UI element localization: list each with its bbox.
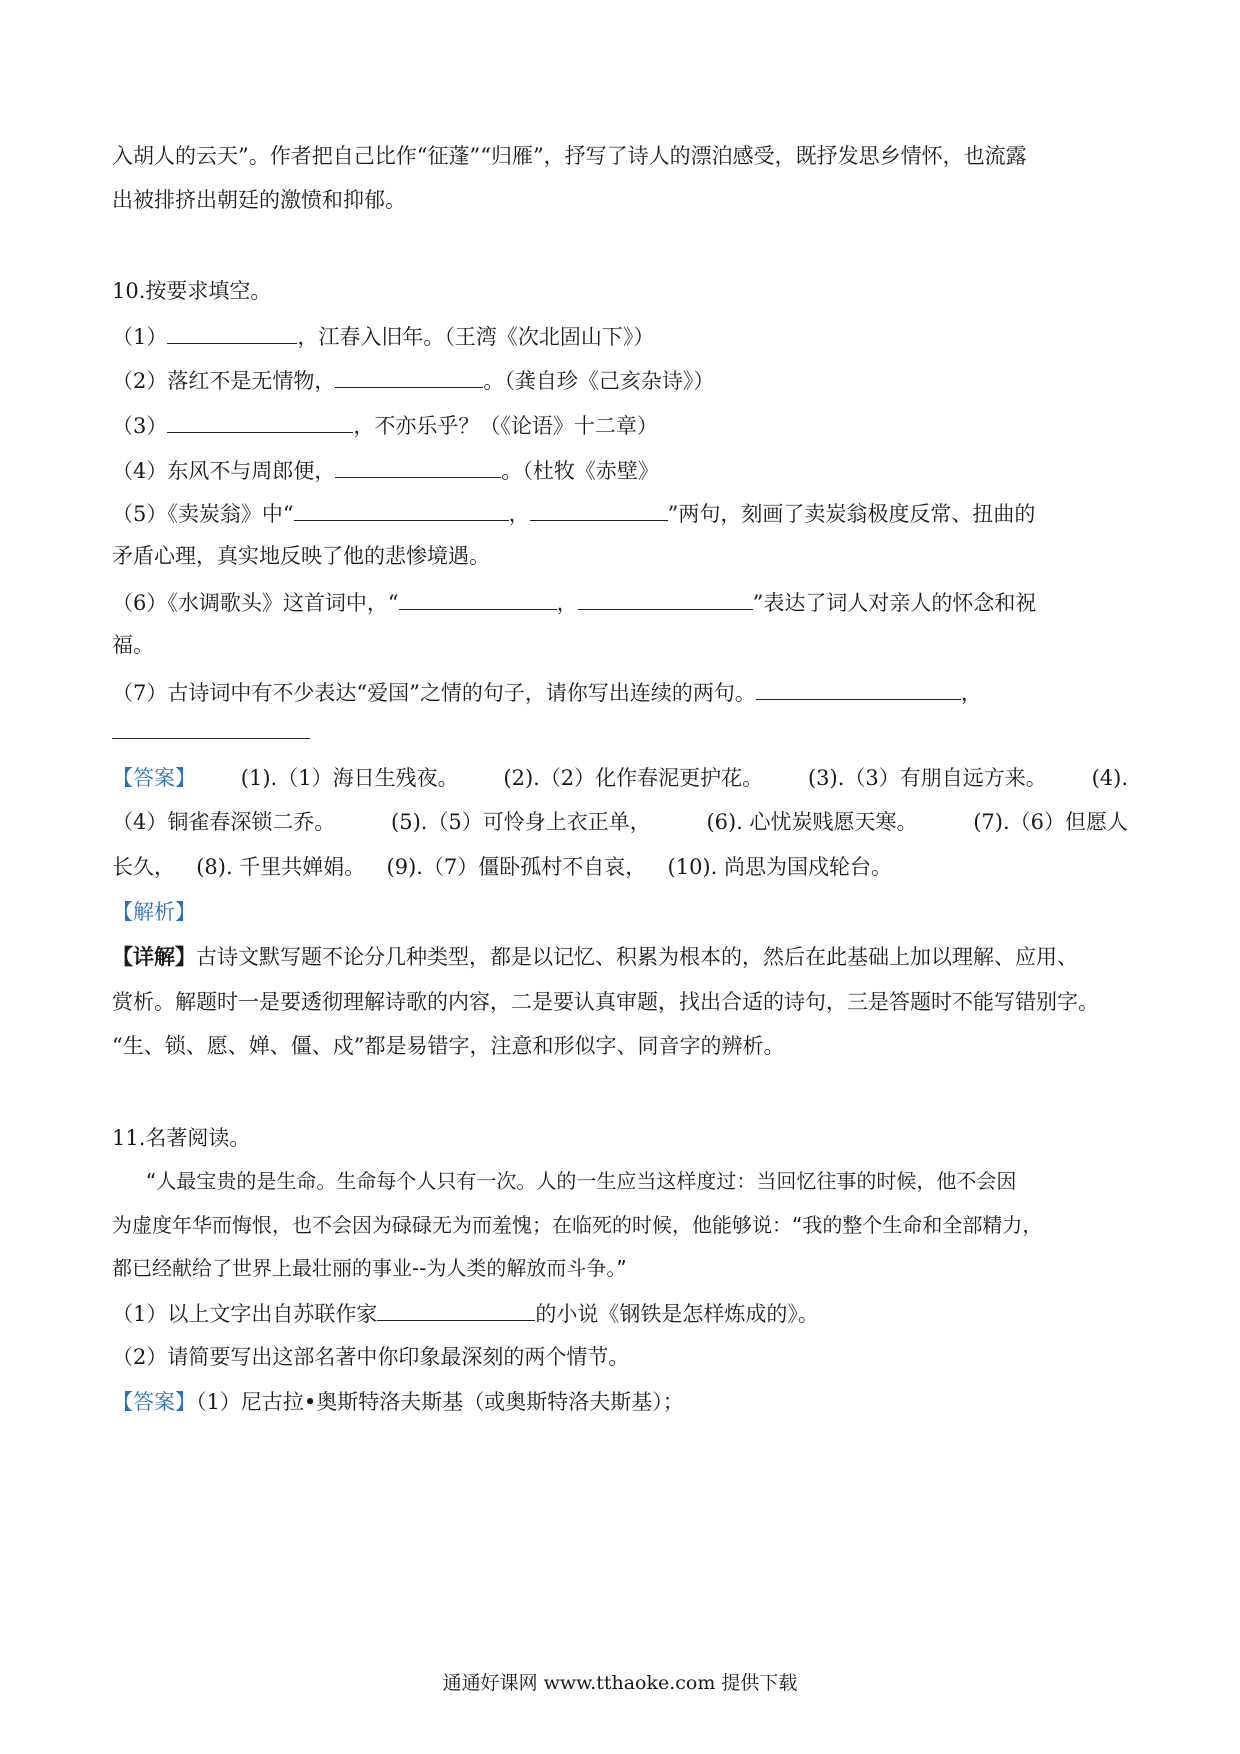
q11-sub-2: （2）请简要写出这部名著中你印象最深刻的两个情节。 [112, 1345, 630, 1369]
fill-blank[interactable] [578, 587, 753, 610]
q10-item-4: （4）东风不与周郎便， 。（杜牧《赤壁》 [112, 455, 1128, 485]
answer-10-line-1: 【答案】 (1).（1）海日生残夜。 (2).（2）化作春泥更护花。 (3).（3）有朋自远方来。 (4). [112, 766, 1128, 790]
fill-blank[interactable] [294, 498, 509, 521]
question-11-title: 11.名著阅读。 [112, 1126, 251, 1150]
q10-item-7: （7）古诗词中有不少表达“爱国”之情的句子，请你写出连续的两句。 ， [112, 677, 1128, 707]
answer-tag: 【答案】 [112, 1390, 196, 1414]
fill-blank[interactable] [167, 321, 297, 344]
q10-item-6-line-2: 福。 [112, 633, 154, 657]
q10-item-5: （5）《卖炭翁》中“ ， ”两句，刻画了卖炭翁极度反常、扭曲的 [112, 498, 1128, 528]
fill-blank[interactable] [167, 410, 353, 433]
answer-10-line-2: （4）铜雀春深锁二乔。 (5).（5）可怜身上衣正单， (6). 心忧炭贱愿天寒。 (7).（6）但愿人 [112, 810, 1128, 834]
detail-tag: 【详解】 [112, 944, 196, 969]
fill-blank[interactable] [335, 455, 501, 478]
fill-blank[interactable] [377, 1298, 535, 1321]
page-footer: 通通好课网 www.tthaoke.com 提供下载 [442, 1672, 798, 1694]
analysis-line-1: 【详解】古诗文默写题不论分几种类型，都是以记忆、积累为根本的，然后在此基础上加以理解、应用、 [112, 944, 1078, 969]
answer-11: 【答案】（1）尼古拉•奥斯特洛夫斯基（或奥斯特洛夫斯基）； [112, 1390, 684, 1414]
fill-blank[interactable] [399, 587, 557, 610]
fill-blank[interactable] [112, 716, 310, 739]
answer-10-line-3: 长久， (8). 千里共婵娟。 (9).（7）僵卧孤村不自哀， (10). 尚思为国戍轮台。 [112, 855, 892, 879]
question-10-title: 10.按要求填空。 [112, 279, 272, 303]
quote-line-1: “人最宝贵的是生命。生命每个人只有一次。人的一生应当这样度过：当回忆往事的时候，他不会因 [146, 1169, 1017, 1193]
analysis-line-2: 赏析。解题时一是要透彻理解诗歌的内容，二是要认真审题，找出合适的诗句，三是答题时不能写错别字。 [112, 990, 1099, 1014]
intro-line-2: 出被排挤出朝廷的激愤和抑郁。 [112, 188, 406, 212]
fill-blank[interactable] [530, 498, 668, 521]
quote-line-3: 都已经献给了世界上最壮丽的事业--为人类的解放而斗争。” [112, 1256, 627, 1280]
intro-line-1: 入胡人的云天”。作者把自己比作“征蓬”“归雁”，抒写了诗人的漂泊感受，既抒发思乡情怀，也流露 [112, 144, 1027, 168]
q11-sub-1: （1）以上文字出自苏联作家 的小说《钢铁是怎样炼成的》。 [112, 1298, 1128, 1328]
fill-blank[interactable] [335, 365, 483, 388]
q10-item-3: （3） ，不亦乐乎？（《论语》十二章） [112, 410, 1128, 440]
q10-item-7-line-2 [112, 716, 1128, 746]
fill-blank[interactable] [756, 677, 961, 700]
q10-item-1: （1） ，江春入旧年。（王湾《次北固山下》） [112, 321, 1128, 351]
q10-item-2: （2）落红不是无情物， 。（龚自珍《己亥杂诗》） [112, 365, 1128, 395]
quote-line-2: 为虚度年华而悔恨，也不会因为碌碌无为而羞愧；在临死的时候，他能够说：“我的整个生命和全部精力， [112, 1213, 1043, 1237]
q10-item-6: （6）《水调歌头》这首词中，“ ， ”表达了词人对亲人的怀念和祝 [112, 587, 1128, 617]
analysis-line-3: “生、锁、愿、婵、僵、戍”都是易错字，注意和形似字、同音字的辨析。 [112, 1034, 785, 1058]
analysis-tag: 【解析】 [112, 900, 196, 924]
answer-tag: 【答案】 [112, 766, 196, 790]
q10-item-5-line-2: 矛盾心理，真实地反映了他的悲惨境遇。 [112, 544, 490, 568]
